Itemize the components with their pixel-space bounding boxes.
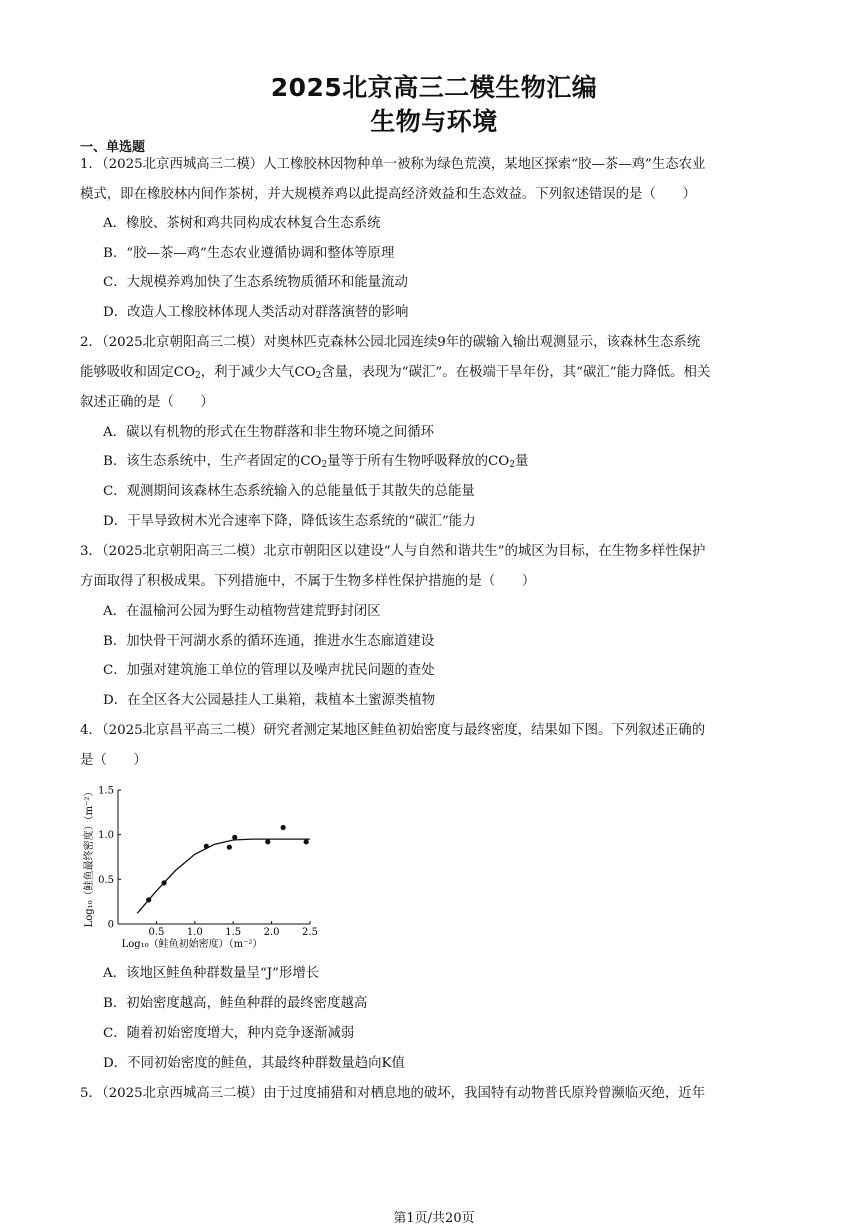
question-3-line-2: 方面取得了积极成果。下列措施中，不属于生物多样性保护措施的是（ ）: [80, 574, 536, 589]
data-point: [265, 839, 270, 844]
x-axis-label: Log₁₀（鲑鱼初始密度）（m⁻²）: [121, 939, 263, 950]
question-2-option-b: B．该生态系统中，生产者固定的$CO_2$量等于所有生物呼吸释放的$CO_2$量: [103, 454, 529, 470]
question-1-line-2: 模式，即在橡胶林内间作茶树，并大规模养鸡以此提高经济效益和生态效益。下列叙述错误的是（ ）: [80, 187, 696, 202]
question-2-line-1: 2．（2025北京朝阳高三二模）对奥林匹克森林公园北园连续9年的碳输入输出观测显示，该森林生态系统: [80, 335, 701, 350]
question-2-option-d: D．干旱导致树木光合速率下降，降低该生态系统的“碳汇”能力: [103, 514, 476, 529]
question-3-option-c: C．加强对建筑施工单位的管理以及噪声扰民问题的查处: [103, 663, 435, 678]
question-1-option-c: C．大规模养鸡加快了生态系统物质循环和能量流动: [103, 275, 408, 290]
data-point: [204, 844, 209, 849]
question-2-line-2: 能够吸收和固定$CO_2$，利于减少大气$CO_2$含量，表现为“碳汇”。在极端干旱年份，其“碳汇”能力降低。相关: [80, 365, 711, 381]
question-1-option-d: D．改造人工橡胶林体现人类活动对群落演替的影响: [103, 305, 409, 320]
question-3-option-d: D．在全区各大公园悬挂人工巢箱，栽植本土蜜源类植物: [103, 693, 436, 708]
y-tick-label: 1.0: [98, 830, 114, 842]
question-2-line-3: 叙述正确的是（ ）: [80, 395, 214, 410]
document-subtitle: 生物与环境: [370, 107, 498, 136]
x-tick-label: 2.5: [302, 927, 318, 938]
document-title: 2025北京高三二模生物汇编: [270, 73, 598, 102]
question-1-line-1: 1．（2025北京西城高三二模）人工橡胶林因物种单一被称为绿色荒漠，某地区探索“胶—茶—鸡”生态农业: [80, 157, 706, 172]
data-point: [304, 839, 309, 844]
question-4-option-b: B．初始密度越高，鲑鱼种群的最终密度越高: [103, 996, 368, 1011]
x-tick-label: 2.0: [263, 927, 280, 938]
data-point: [281, 825, 286, 830]
y-tick-label: 1.5: [98, 785, 114, 797]
data-point: [232, 835, 237, 840]
y-tick-label: 0.5: [98, 874, 114, 886]
page-footer: 第1页/共20页: [393, 1211, 475, 1226]
question-4-line-2: 是（ ）: [80, 753, 147, 768]
question-4-option-d: D．不同初始密度的鲑鱼，其最终种群数量趋向K值: [103, 1056, 405, 1071]
x-tick-label: 0.5: [148, 927, 165, 938]
data-point: [161, 880, 166, 885]
question-3-line-1: 3．（2025北京朝阳高三二模）北京市朝阳区以建设“人与自然和谐共生”的城区为目标，在生物多样性保护: [80, 544, 706, 559]
section-heading: 一、单选题: [80, 140, 146, 155]
salmon-density-chart: [80, 780, 320, 955]
question-2-option-a: A．碳以有机物的形式在生物群落和非生物环境之间循环: [103, 425, 435, 440]
fit-curve: [137, 839, 310, 913]
question-1-option-a: A．橡胶、茶树和鸡共同构成农林复合生态系统: [103, 216, 381, 231]
question-4-line-1: 4．（2025北京昌平高三二模）研究者测定某地区鲑鱼初始密度与最终密度，结果如下图。下列叙述正确的: [80, 723, 706, 738]
question-4-option-a: A．该地区鲑鱼种群数量呈“J”形增长: [103, 966, 320, 981]
x-tick-label: 1.5: [225, 927, 242, 938]
question-5-line-1: 5．（2025北京西城高三二模）由于过度捕猎和对栖息地的破坏，我国特有动物普氏原羚曾濒临灭绝，近年: [80, 1086, 706, 1101]
y-axis-label: Log₁₀（鲑鱼最终密度）（m⁻²）: [84, 786, 95, 928]
x-tick-label: 1.0: [186, 927, 203, 938]
question-2-option-c: C．观测期间该森林生态系统输入的总能量低于其散失的总能量: [103, 484, 475, 499]
data-point: [227, 845, 232, 850]
question-1-option-b: B．“胶—茶—鸡”生态农业遵循协调和整体等原理: [103, 246, 395, 261]
question-3-option-a: A．在温榆河公园为野生动植物营建荒野封闭区: [103, 604, 381, 619]
question-3-option-b: B．加快骨干河湖水系的循环连通，推进水生态廊道建设: [103, 634, 435, 649]
data-point: [146, 897, 151, 902]
y-tick-label: 0: [107, 919, 114, 931]
question-4-option-c: C．随着初始密度增大，种内竞争逐渐减弱: [103, 1026, 355, 1041]
